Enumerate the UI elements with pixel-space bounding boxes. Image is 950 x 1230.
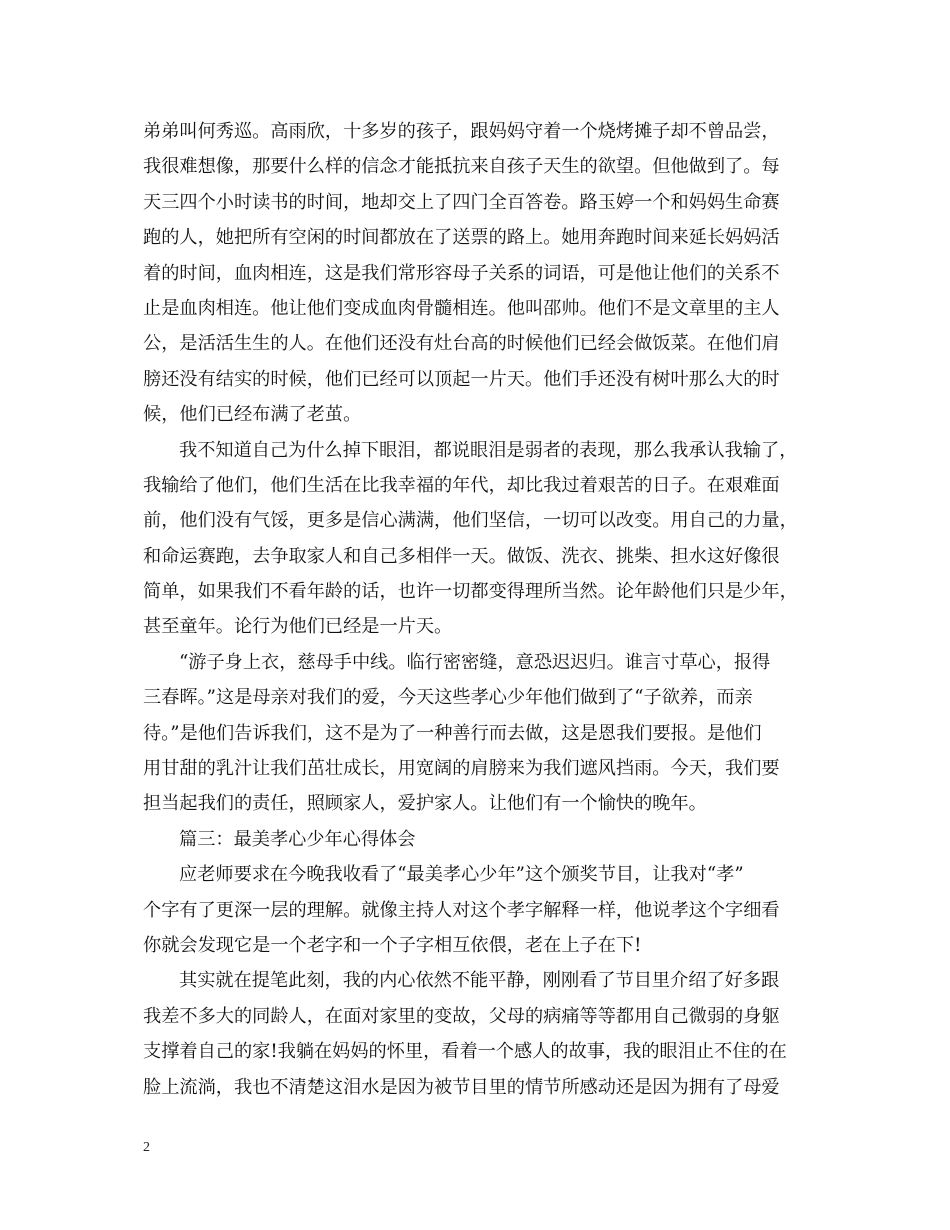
text-line: 弟弟叫何秀巡。高雨欣，十多岁的孩子，跟妈妈守着一个烧烤摊子却不曾品尝， xyxy=(143,121,780,142)
text-line: 待。”是他们告诉我们，这不是为了一种善行而去做，这是恩我们要报。是他们 xyxy=(143,722,762,744)
text-line: 担当起我们的责任，照顾家人，爱护家人。让他们有一个愉快的晚年。 xyxy=(143,793,707,815)
text-line: 膀还没有结实的时候，他们已经可以顶起一片天。他们手还没有树叶那么大的时 xyxy=(143,368,780,390)
text-line: 篇三：最美孝心少年心得体会 xyxy=(179,828,416,850)
text-line: 候，他们已经布满了老茧。 xyxy=(143,404,362,426)
text-line: 甚至童年。论行为他们已经是一片天。 xyxy=(143,616,453,638)
text-line: 你就会发现它是一个老字和一个子字相互依偎，老在上子在下! xyxy=(143,934,642,956)
text-line: 应老师要求在今晚我收看了“最美孝心少年”这个颁奖节目，让我对“孝” xyxy=(179,864,744,886)
text-line: 我输给了他们，他们生活在比我幸福的年代，却比我过着艰苦的日子。在艰难面 xyxy=(143,474,780,496)
text-line: 简单，如果我们不看年龄的话，也许一切都变得理所当然。论年龄他们只是少年， xyxy=(143,581,798,603)
text-line: 我差不多大的同龄人，在面对家里的变故，父母的病痛等等都用自己微弱的身躯 xyxy=(143,1005,780,1027)
page-number: 2 xyxy=(143,1140,150,1155)
text-line: 我不知道自己为什么掉下眼泪，都说眼泪是弱者的表现，那么我承认我输了， xyxy=(179,439,798,461)
text-line: 我很难想像，那要什么样的信念才能抵抗来自孩子天生的欲望。但他做到了。每 xyxy=(143,156,780,178)
text-line: 个字有了更深一层的理解。就像主持人对这个孝字解释一样，他说孝这个字细看 xyxy=(143,899,780,921)
text-line: 和命运赛跑，去争取家人和自己多相伴一天。做饭、洗衣、挑柴、担水这好像很 xyxy=(143,545,780,567)
text-line: 公，是活活生生的人。在他们还没有灶台高的时候他们已经会做饭菜。在他们肩 xyxy=(143,333,780,355)
text-line: 跑的人，她把所有空闲的时间都放在了送票的路上。她用奔跑时间来延长妈妈活 xyxy=(143,227,780,249)
text-line: “游子身上衣，慈母手中线。临行密密缝，意恐迟迟归。谁言寸草心，报得 xyxy=(179,651,771,673)
text-line: 其实就在提笔此刻，我的内心依然不能平静，刚刚看了节目里介绍了好多跟 xyxy=(179,970,780,992)
text-line: 着的时间，血肉相连，这是我们常形容母子关系的词语，可是他让他们的关系不 xyxy=(143,262,780,284)
text-line: 脸上流淌，我也不清楚这泪水是因为被节目里的情节所感动还是因为拥有了母爱 xyxy=(143,1076,780,1098)
text-line: 前，他们没有气馁，更多是信心满满，他们坚信，一切可以改变。用自己的力量， xyxy=(143,510,798,532)
text-line: 用甘甜的乳汁让我们茁壮成长，用宽阔的肩膀来为我们遮风挡雨。今天，我们要 xyxy=(143,758,780,780)
text-line: 支撑着自己的家!我躺在妈妈的怀里，看着一个感人的故事，我的眼泪止不住的在 xyxy=(143,1041,787,1063)
document-body xyxy=(143,114,823,1105)
text-line: 三春晖。”这是母亲对我们的爱，今天这些孝心少年他们做到了“子欲养，而亲 xyxy=(143,687,753,709)
text-line: 止是血肉相连。他让他们变成血肉骨髓相连。他叫邵帅。他们不是文章里的主人 xyxy=(143,297,780,319)
text-line: 天三四个小时读书的时间，地却交上了四门全百答卷。路玉婷一个和妈妈生命赛 xyxy=(143,191,780,213)
